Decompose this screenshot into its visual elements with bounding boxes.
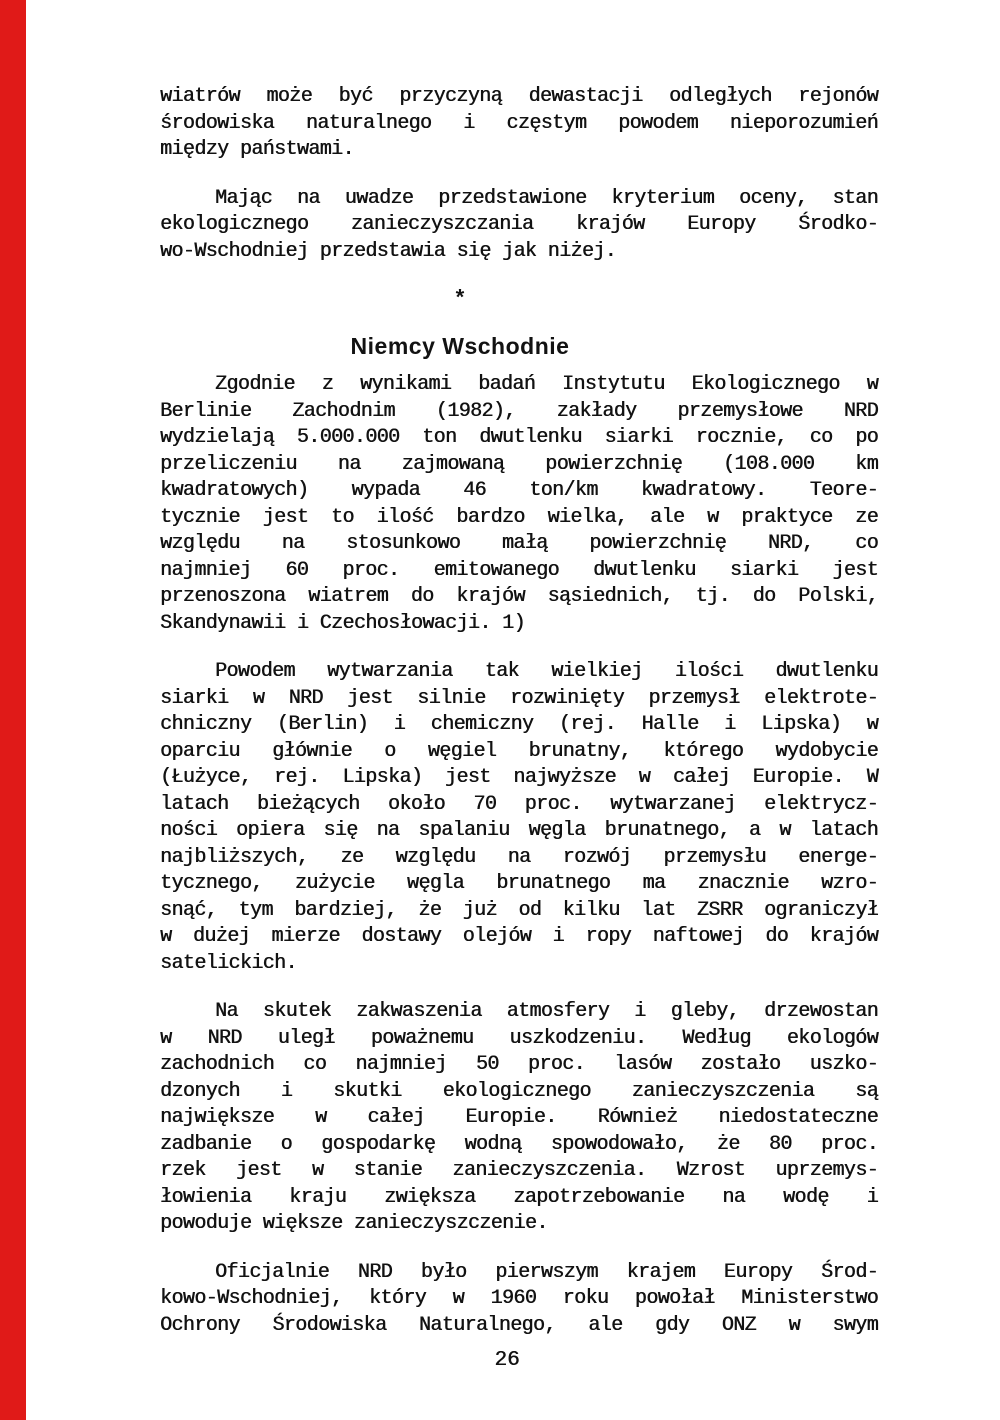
paragraph [160, 659, 878, 977]
text-line: Powodem wytwarzania tak wielkiej ilości dwutlenku [215, 660, 878, 683]
text-line: Mając na uwadze przedstawione kryterium oceny, stan [215, 186, 878, 210]
text-line: w NRD uległ poważnemu uszkodzeniu. Według ekologów [160, 1026, 878, 1050]
text-line: latach bieżących około 70 proc. wytwarzanej elektrycz- [160, 792, 878, 816]
section-separator-asterisk: * [453, 287, 467, 312]
text-line: powoduje większe zanieczyszczenie. [160, 1212, 548, 1235]
text-line: (Łużyce, rej. Lipska) jest najwyższe w całej Europie. W [160, 766, 878, 789]
text-line: kowo-Wschodniej, który w 1960 roku powołał Ministerstwo [160, 1287, 878, 1310]
text-line: dzonych i skutki ekologicznego zanieczyszczenia są [160, 1079, 878, 1103]
paragraph [160, 372, 878, 637]
text-line: zachodnich co najmniej 50 proc. lasów zostało uszko- [160, 1053, 878, 1076]
text-line: Ochrony Środowiska Naturalnego, ale gdy ONZ w swym [160, 1313, 878, 1337]
paragraph [160, 999, 878, 1238]
text-line: rzek jest w stanie zanieczyszczenia. Wzrost uprzemys- [160, 1159, 878, 1182]
text-line: Berlinie Zachodnim (1982), zakłady przemysłowe NRD [160, 399, 878, 423]
text-line: środowiska naturalnego i częstym powodem nieporozumień [160, 111, 878, 135]
text-line: satelickich. [160, 951, 297, 975]
paragraph [160, 84, 878, 164]
text-line: najmniej 60 proc. emitowanego dwutlenku siarki jest [160, 558, 878, 582]
text-line: największe w całej Europie. Również niedostateczne [160, 1106, 878, 1129]
text-line: oparciu głównie o węgiel brunatny, którego wydobycie [160, 739, 878, 763]
text-line: tycznego, zużycie węgla brunatnego ma znacznie wzro- [160, 872, 878, 895]
paragraph [160, 1260, 878, 1340]
text-line: zadbanie o gospodarkę wodną spowodowało, że 80 proc. [160, 1132, 878, 1156]
text-line: ekologicznego zanieczyszczania krajów Europy Środko- [160, 213, 878, 236]
text-line: wiatrów może być przyczyną dewastacji odległych rejonów [160, 85, 878, 108]
text-line: łowienia kraju zwiększa zapotrzebowanie na wodę i [160, 1185, 878, 1209]
red-margin-strip [0, 0, 26, 1420]
paragraph [160, 186, 878, 266]
text-line: przenoszona wiatrem do krajów sąsiednich, tj. do Polski, [160, 585, 878, 608]
text-line: przeliczeniu na zajmowaną powierzchnię (108.000 km [160, 452, 878, 476]
text-line: wo-Wschodniej przedstawia się jak niżej. [160, 239, 617, 263]
text-line: między państwami. [160, 138, 354, 161]
text-line: Oficjalnie NRD było pierwszym krajem Europy Środ- [215, 1260, 878, 1284]
page-number: 26 [494, 1349, 520, 1372]
text-line: Zgodnie z wynikami badań Instytutu Ekologicznego w [215, 373, 878, 396]
text-line: najbliższych, ze względu na rozwój przemysłu energe- [160, 845, 878, 869]
text-line: Na skutek zakwaszenia atmosfery i gleby, drzewostan [215, 1000, 878, 1023]
text-line: siarki w NRD jest silnie rozwinięty przemysł elektrote- [160, 686, 878, 710]
text-line: w dużej mierze dostawy olejów i ropy naftowej do krajów [160, 925, 878, 948]
text-line: chniczny (Berlin) i chemiczny (rej. Halle i Lipska) w [160, 713, 878, 736]
page-content [160, 84, 878, 1361]
text-line: kwadratowych) wypada 46 ton/km kwadratowy. Teore- [160, 479, 878, 502]
text-line: ności opiera się na spalaniu węgla brunatnego, a w latach [160, 819, 878, 842]
text-line: wydzielają 5.000.000 ton dwutlenku siarki rocznie, co po [160, 426, 878, 449]
text-line: tycznie jest to ilość bardzo wielka, ale w praktyce ze [160, 505, 878, 529]
section-heading: Niemcy Wschodnie [350, 333, 570, 359]
text-line: względu na stosunkowo małą powierzchnię NRD, co [160, 532, 878, 555]
text-line: Skandynawii i Czechosłowacji. 1) [160, 611, 525, 635]
text-line: snąć, tym bardziej, że już od kilku lat ZSRR ograniczył [160, 898, 878, 922]
